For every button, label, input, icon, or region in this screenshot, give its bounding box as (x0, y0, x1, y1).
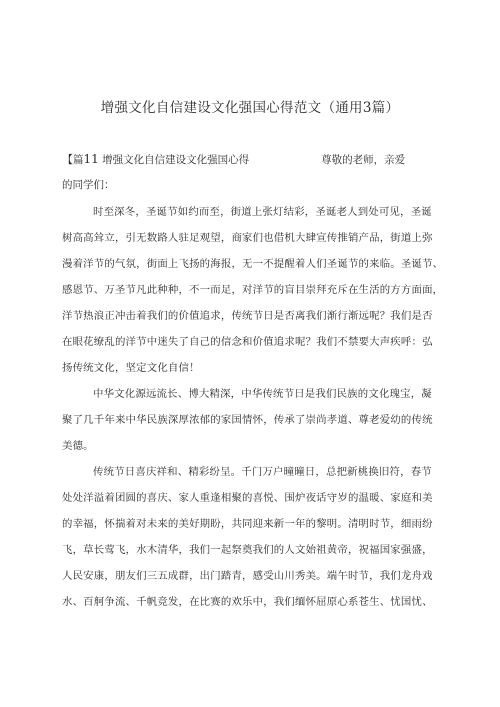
section-prefix: 篇 (73, 154, 84, 166)
section-heading (62, 151, 405, 167)
body-line: 传统节日喜庆祥和、精彩纷呈。千门万户曈曈日，总把新桃换旧符，春节 (93, 466, 432, 478)
body-line: 感恩节、万圣节凡此种种，不一而足，对洋节的盲目崇拜充斥在生活的方方面面， (62, 284, 444, 296)
document-title: 增强文化自信建设文化强国心得范文（通用3篇） (100, 100, 400, 116)
body-line: 聚了几千年来中华民族深厚浓郁的家国情怀，传承了崇尚孝道、尊老爱幼的传统 (62, 414, 433, 426)
body-line: 在眼花缭乱的洋节中迷失了自己的信念和价值追求呢？我们不禁要大声疾呼：弘 (62, 336, 433, 348)
section-greeting: 尊敬的老师，亲爱 (321, 154, 406, 166)
greeting-continuation: 的同学们： (62, 179, 115, 191)
section-bracket: 【 (62, 153, 73, 166)
section-number: 11 (83, 152, 99, 166)
body-line: 水、百舸争流、千帆竞发，在比赛的欢乐中，我们缅怀屈原心系苍生、忧国忧、 (62, 596, 433, 608)
body-line: 的幸福，怀揣着对未来的美好期盼，共同迎来新一年的黎明。清明时节，细雨纷 (62, 518, 433, 530)
body-line: 美德。 (62, 440, 94, 452)
body-line: 处处洋溢着团圆的喜庆、家人重逢相聚的喜悦、围炉夜话守岁的温暖、家庭和美 (62, 492, 433, 504)
body-line: 时至深冬，圣诞节如约而至，街道上张灯结彩，圣诞老人到处可见，圣诞 (93, 206, 432, 218)
body-line: 树高高耸立，引无数路人驻足观望，商家们也借机大肆宣传推销产品，街道上弥 (62, 232, 433, 244)
body-line: 飞，草长莺飞，水木清华，我们一起祭奠我们的人文始祖黄帝，祝福国家强盛， (62, 544, 433, 556)
body-line: 中华文化源远流长、博大精深，中华传统节日是我们民族的文化瑰宝，凝 (93, 388, 432, 400)
body-line: 扬传统文化，坚定文化自信！ (62, 362, 200, 374)
section-title: 增强文化自信建设文化强国心得 (102, 154, 250, 166)
body-line: 洋节热浪正冲击着我们的价值追求，传统节日是否离我们渐行渐远呢？我们是否 (62, 310, 433, 322)
body-line: 人民安康，朋友们三五成群，出门踏青，感受山川秀美。端午时节，我们龙舟戏 (62, 570, 433, 582)
body-line: 漫着洋节的气氛，街面上飞扬的海报，无一不提醒着人们圣诞节的来临。圣诞节、 (62, 258, 444, 270)
